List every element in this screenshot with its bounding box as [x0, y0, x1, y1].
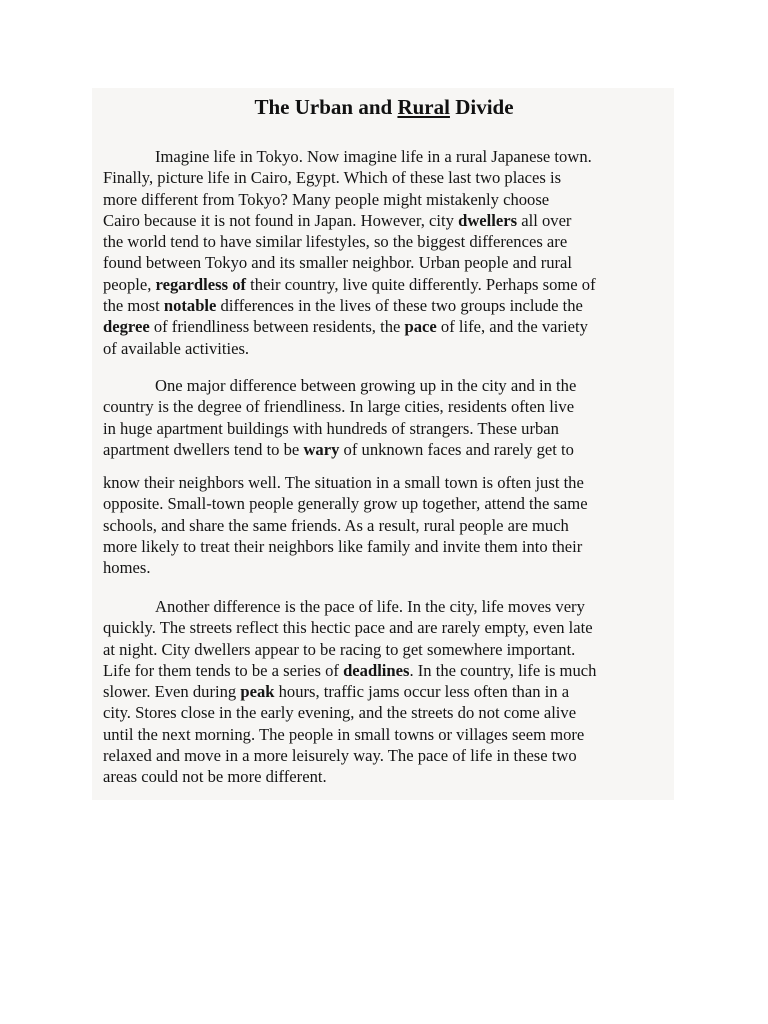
text-run: more different from Tokyo? Many people might mistakenly choose — [103, 189, 550, 209]
bold-vocabulary-word: deadlines — [343, 660, 410, 680]
text-run: schools, and share the same friends. As a result, rural people are much — [103, 515, 569, 535]
text-run: city. Stores close in the early evening, and the streets do not come alive — [103, 703, 577, 723]
text-run: One major difference between growing up in the city and in the — [155, 376, 577, 395]
text-line — [103, 210, 665, 231]
text-run: areas could not be more different. — [103, 767, 327, 787]
text-line — [103, 702, 665, 723]
text-run: found between Tokyo and its smaller neighbor. Urban people and rural — [103, 253, 573, 273]
text-line — [103, 295, 665, 316]
text-run: know their neighbors well. The situation in a small town is often just the — [103, 473, 584, 492]
text-line — [103, 724, 665, 745]
paragraph-4 — [103, 596, 665, 788]
page-title — [0, 94, 768, 120]
text-run: opposite. Small-town people generally grow up together, attend the same — [103, 494, 588, 514]
text-line — [103, 338, 665, 359]
title-underlined-word: Rural — [397, 95, 450, 119]
text-line — [103, 439, 665, 460]
text-run: Finally, picture life in Cairo, Egypt. Which of these last two places is — [103, 168, 562, 188]
text-line — [103, 274, 665, 295]
text-run: of available activities. — [103, 338, 250, 358]
text-run: at night. City dwellers appear to be racing to get somewhere important. — [103, 639, 576, 659]
text-line — [103, 745, 665, 766]
text-run: of unknown faces and rarely get to — [339, 439, 574, 459]
text-line — [103, 557, 665, 578]
text-line — [103, 639, 665, 660]
title-text-before: The Urban and — [254, 95, 398, 119]
text-line — [103, 617, 665, 638]
bold-vocabulary-word: pace — [404, 317, 437, 337]
text-run: Imagine life in Tokyo. Now imagine life in a rural Japanese town. — [155, 147, 592, 166]
text-run: of life, and the variety — [436, 317, 588, 337]
bold-vocabulary-word: degree — [103, 317, 150, 337]
text-run: Another difference is the pace of life. In the city, life moves very — [155, 597, 585, 616]
text-run: apartment dwellers tend to be — [103, 439, 304, 459]
text-line — [103, 681, 665, 702]
text-line — [103, 396, 665, 417]
text-line — [103, 536, 665, 557]
title-text-after: Divide — [449, 95, 514, 119]
text-run: quickly. The streets reflect this hectic pace and are rarely empty, even late — [103, 618, 593, 638]
text-line — [103, 596, 665, 617]
paragraph-2 — [103, 375, 665, 460]
paragraph-3 — [103, 472, 665, 578]
text-line — [103, 231, 665, 252]
text-line — [103, 316, 665, 337]
text-run: . In the country, life is much — [409, 660, 597, 680]
bold-vocabulary-word: regardless of — [155, 274, 247, 294]
text-run: relaxed and move in a more leisurely way. The pace of life in these two — [103, 746, 577, 766]
text-run: in huge apartment buildings with hundreds of strangers. These urban — [103, 418, 559, 438]
text-line — [103, 375, 665, 396]
text-line — [103, 766, 665, 787]
text-run: differences in the lives of these two groups include the — [216, 296, 583, 316]
text-line — [103, 252, 665, 273]
text-run: all over — [517, 210, 572, 230]
text-run: more likely to treat their neighbors like family and invite them into their — [103, 536, 583, 556]
text-run: slower. Even during — [103, 682, 241, 702]
bold-vocabulary-word: peak — [240, 682, 275, 702]
text-line — [103, 660, 665, 681]
bold-vocabulary-word: notable — [163, 296, 217, 316]
text-run: Life for them tends to be a series of — [103, 660, 344, 680]
bold-vocabulary-word: dwellers — [458, 210, 518, 230]
text-run: the most — [103, 296, 164, 316]
text-line — [103, 146, 665, 167]
text-line — [103, 418, 665, 439]
text-run: until the next morning. The people in small towns or villages seem more — [103, 724, 585, 744]
text-run: of friendliness between residents, the — [149, 317, 405, 337]
text-run: the world tend to have similar lifestyles, so the biggest differences are — [103, 232, 568, 252]
text-run: hours, traffic jams occur less often than in a — [274, 682, 570, 702]
text-line — [103, 515, 665, 536]
text-run: their country, live quite differently. Perhaps some of — [246, 274, 596, 294]
paragraph-1 — [103, 146, 665, 359]
text-line — [103, 472, 665, 493]
text-line — [103, 167, 665, 188]
text-line — [103, 189, 665, 210]
text-run: country is the degree of friendliness. In large cities, residents often live — [103, 397, 575, 417]
text-run: Cairo because it is not found in Japan. However, city — [103, 210, 459, 230]
bold-vocabulary-word: wary — [303, 439, 340, 459]
text-run: homes. — [103, 558, 151, 578]
text-run: people, — [103, 274, 156, 294]
text-line — [103, 493, 665, 514]
